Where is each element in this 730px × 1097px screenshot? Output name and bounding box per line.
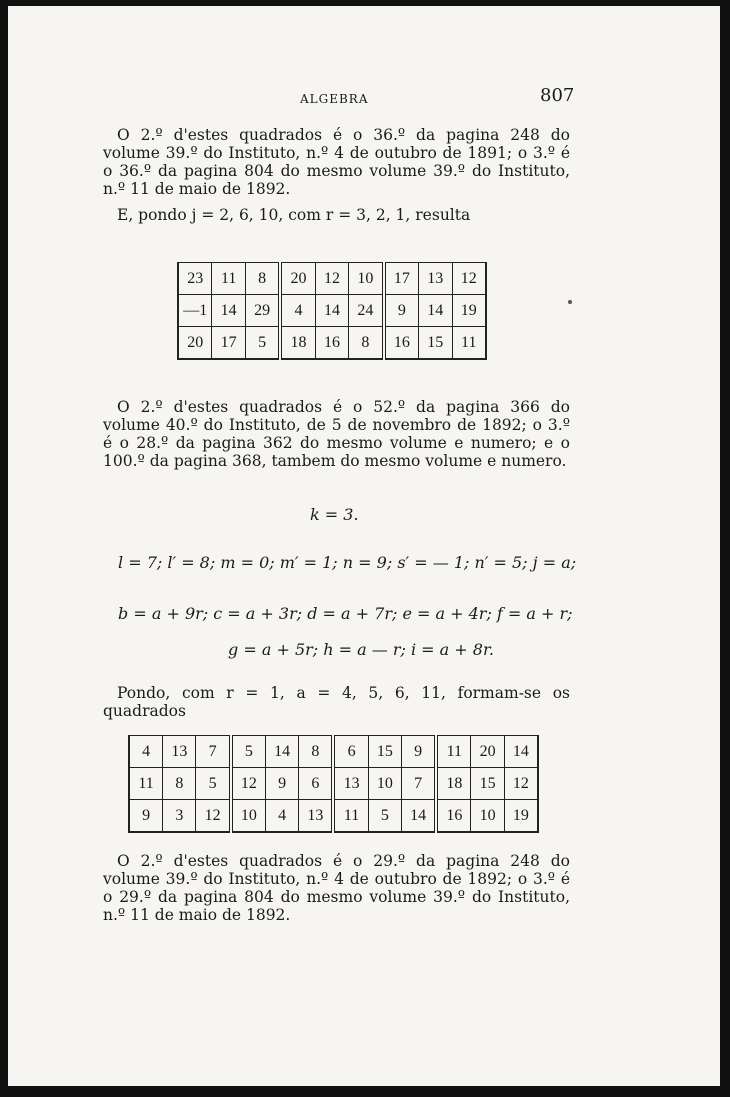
table-cell: 8 bbox=[245, 263, 280, 295]
paragraph-2-text: E, pondo j = 2, 6, 10, com r = 3, 2, 1, resulta bbox=[117, 206, 471, 224]
table-cell: 5 bbox=[231, 736, 266, 768]
paragraph-3 bbox=[103, 398, 570, 470]
table-cell: 20 bbox=[280, 263, 315, 295]
table-cell: 11 bbox=[129, 768, 163, 800]
table-cell: 19 bbox=[452, 295, 486, 327]
table-cell: 12 bbox=[231, 768, 266, 800]
paragraph-4 bbox=[103, 684, 570, 720]
table-cell: 8 bbox=[163, 768, 196, 800]
table-cell: 29 bbox=[245, 295, 280, 327]
table-cell: 10 bbox=[471, 800, 504, 833]
table-cell: 17 bbox=[212, 327, 245, 360]
table-cell: 9 bbox=[265, 768, 298, 800]
table-cell: 14 bbox=[419, 295, 452, 327]
table-cell: 10 bbox=[368, 768, 401, 800]
table-cell: 16 bbox=[384, 327, 419, 360]
table-cell: 5 bbox=[368, 800, 401, 833]
formula-line-1: l = 7; l′ = 8; m = 0; m′ = 1; n = 9; s′ = — 1; n′ = 5; j = a; bbox=[118, 553, 577, 572]
table-row bbox=[129, 768, 538, 800]
table-cell: 14 bbox=[212, 295, 245, 327]
magic-squares-table-1 bbox=[177, 262, 487, 360]
table-cell: 15 bbox=[368, 736, 401, 768]
table-cell: 18 bbox=[280, 327, 315, 360]
page-number: 807 bbox=[540, 85, 575, 106]
table-cell: 11 bbox=[436, 736, 471, 768]
table-cell: 11 bbox=[452, 327, 486, 360]
paragraph-2 bbox=[103, 206, 570, 224]
table-cell: 7 bbox=[401, 768, 436, 800]
table-cell: 8 bbox=[349, 327, 384, 360]
paragraph-4-text: Pondo, com r = 1, a = 4, 5, 6, 11, formam-se os quadrados bbox=[103, 684, 570, 720]
table-cell: 14 bbox=[504, 736, 538, 768]
table-cell: —1 bbox=[178, 295, 212, 327]
table-row bbox=[178, 327, 486, 360]
table-cell: 3 bbox=[163, 800, 196, 833]
paragraph-3-text: O 2.º d'estes quadrados é o 52.º da pagina 366 do volume 40.º do Instituto, de 5 de novembro de 1892; o 3.º é o 28.º da pagina 362 do mesmo volume e numero; e o 100.º da pagina 368, tambem do mesmo volume e numero. bbox=[103, 398, 570, 470]
table-row bbox=[129, 736, 538, 768]
table-cell: 4 bbox=[280, 295, 315, 327]
table-cell: 4 bbox=[265, 800, 298, 833]
table-cell: 9 bbox=[401, 736, 436, 768]
table-cell: 12 bbox=[504, 768, 538, 800]
table-cell: 20 bbox=[471, 736, 504, 768]
table-row bbox=[178, 263, 486, 295]
table-row bbox=[178, 295, 486, 327]
paragraph-5-text: O 2.º d'estes quadrados é o 29.º da pagina 248 do volume 39.º do Instituto, n.º 4 de outubro de 1892; o 3.º é o 29.º da pagina 804 do mesmo volume 39.º do Instituto, n.º 11 de maio de 1892. bbox=[103, 852, 570, 924]
table-cell: 9 bbox=[384, 295, 419, 327]
paragraph-5 bbox=[103, 852, 570, 924]
running-title: ALGEBRA bbox=[300, 92, 369, 106]
table-cell: 15 bbox=[419, 327, 452, 360]
formula-line-3: g = a + 5r; h = a — r; i = a + 8r. bbox=[228, 640, 494, 659]
table-cell: 24 bbox=[349, 295, 384, 327]
table-cell: 7 bbox=[196, 736, 231, 768]
table-cell: 8 bbox=[299, 736, 334, 768]
table-cell: 18 bbox=[436, 768, 471, 800]
table-cell: 13 bbox=[163, 736, 196, 768]
ink-speck bbox=[568, 300, 572, 304]
table-cell: 23 bbox=[178, 263, 212, 295]
table-cell: 13 bbox=[299, 800, 334, 833]
table-cell: 10 bbox=[231, 800, 266, 833]
formula-k: k = 3. bbox=[310, 505, 359, 524]
paragraph-1-text: O 2.º d'estes quadrados é o 36.º da pagina 248 do volume 39.º do Instituto, n.º 4 de outubro de 1891; o 3.º é o 36.º da pagina 804 do mesmo volume 39.º do Instituto, n.º 11 de maio de 1892. bbox=[103, 126, 570, 198]
table-cell: 19 bbox=[504, 800, 538, 833]
table-cell: 10 bbox=[349, 263, 384, 295]
table-cell: 14 bbox=[401, 800, 436, 833]
table-cell: 9 bbox=[129, 800, 163, 833]
magic-squares-table-2 bbox=[128, 735, 539, 833]
table-cell: 13 bbox=[333, 768, 368, 800]
paragraph-1 bbox=[103, 126, 570, 198]
table-cell: 4 bbox=[129, 736, 163, 768]
table-cell: 12 bbox=[196, 800, 231, 833]
table-cell: 16 bbox=[436, 800, 471, 833]
formula-line-2: b = a + 9r; c = a + 3r; d = a + 7r; e = a + 4r; f = a + r; bbox=[118, 604, 573, 623]
table-cell: 6 bbox=[333, 736, 368, 768]
table-cell: 12 bbox=[452, 263, 486, 295]
table-cell: 14 bbox=[315, 295, 348, 327]
table-cell: 11 bbox=[212, 263, 245, 295]
table-cell: 14 bbox=[265, 736, 298, 768]
table-cell: 16 bbox=[315, 327, 348, 360]
table-cell: 5 bbox=[196, 768, 231, 800]
table-cell: 15 bbox=[471, 768, 504, 800]
table-row bbox=[129, 800, 538, 833]
table-cell: 11 bbox=[333, 800, 368, 833]
table-cell: 5 bbox=[245, 327, 280, 360]
table-cell: 12 bbox=[315, 263, 348, 295]
table-cell: 20 bbox=[178, 327, 212, 360]
table-cell: 13 bbox=[419, 263, 452, 295]
table-cell: 17 bbox=[384, 263, 419, 295]
table-cell: 6 bbox=[299, 768, 334, 800]
